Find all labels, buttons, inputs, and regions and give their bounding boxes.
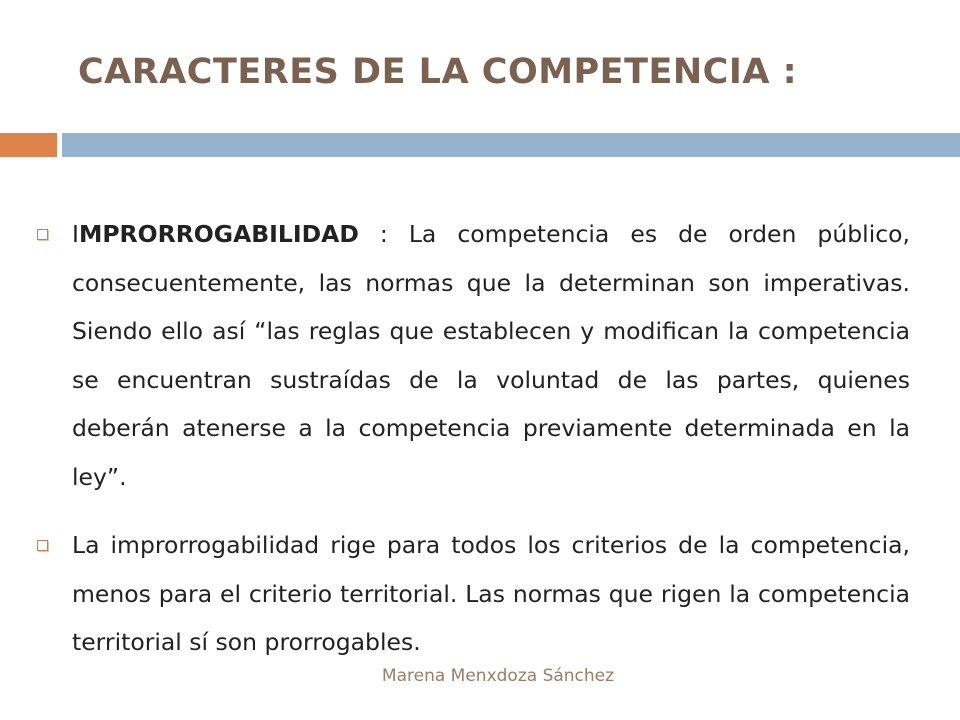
slide-title: CARACTERES DE LA COMPETENCIA : [78,52,798,92]
bullet-text [72,210,910,501]
bullet-body: : La competencia es de orden público, consecuentemente, las normas que la determinan son imperativas. Siendo ello así “las reglas que establecen y modifican la competencia se encuentran sustraídas de la voluntad de las partes, quienes deberán atenerse a la competencia previamente determinada en la ley”. [72,220,910,491]
bullet-text: La improrrogabilidad rige para todos los criterios de la competencia, menos para el criterio territorial. Las normas que rigen la competencia territorial sí son prorrogables. [72,531,910,656]
bullet-item-territorial [36,521,910,667]
title-accent-bar [0,133,57,157]
bullet-list [36,210,910,687]
square-bullet-icon [37,540,48,551]
bullet-lead-letter: I [72,220,79,248]
slide-footer: Marena Menxdoza Sánchez [381,666,615,686]
bullet-lead-term: MPRORROGABILIDAD [78,220,359,248]
title-underline-bar [62,133,960,157]
square-bullet-icon [37,229,48,240]
bullet-item-improrrogabilidad [36,210,910,501]
